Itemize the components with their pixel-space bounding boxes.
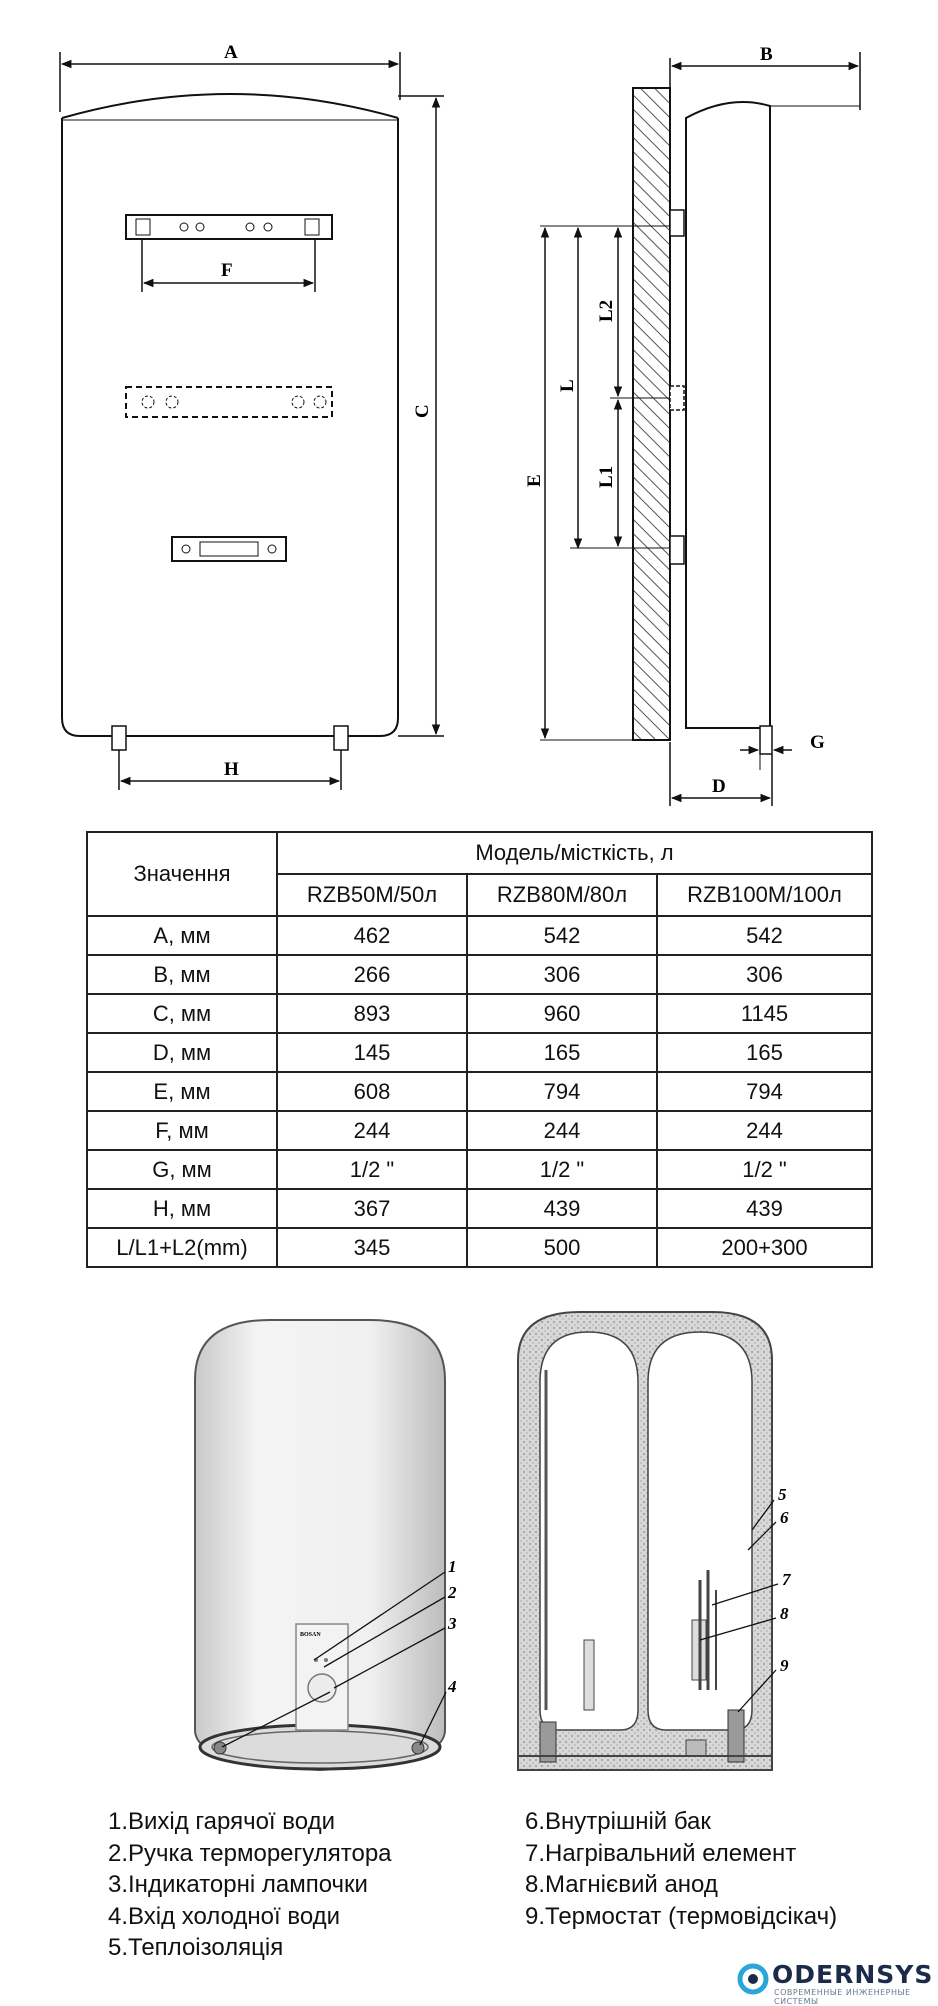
table-cell: 1145 (657, 994, 872, 1033)
dimension-l2-label: L2 (596, 299, 617, 322)
table-row-label: F, мм (87, 1111, 277, 1150)
top-mounting-bracket (126, 215, 332, 239)
legend-item: 8.Магнієвий анод (525, 1871, 718, 1898)
dimension-l-label: L (557, 379, 578, 392)
legend-right (525, 1806, 837, 1932)
table-group-header: Модель/місткість, л (277, 832, 872, 874)
callout-6: 6 (780, 1508, 789, 1527)
table-cell: 306 (467, 955, 657, 994)
table-row-label: C, мм (87, 994, 277, 1033)
legend-item: 2.Ручка терморегулятора (108, 1839, 392, 1867)
table-cell: 462 (277, 916, 467, 955)
table-cell: 244 (467, 1111, 657, 1150)
table-row (87, 916, 872, 955)
component-illustrations (0, 1260, 938, 1800)
dimension-f-label: F (221, 260, 233, 281)
table-cell: 145 (277, 1033, 467, 1072)
table-row (87, 1189, 872, 1228)
table-cell: 1/2 " (277, 1150, 467, 1189)
anode-left (584, 1640, 594, 1710)
table-row (87, 1111, 872, 1150)
callout-4: 4 (448, 1677, 457, 1696)
table-cell: 794 (657, 1072, 872, 1111)
wall-section (633, 88, 670, 740)
table-model-header: RZB80M/80л (467, 874, 657, 916)
brand-tagline: СОВРЕМЕННЫЕ ИНЖЕНЕРНЫЕ СИСТЕМЫ (774, 1988, 911, 2006)
dimension-a-label: A (224, 42, 238, 63)
heater-body-front (62, 118, 398, 736)
table-row-label: E, мм (87, 1072, 277, 1111)
legend-left (108, 1806, 392, 1964)
dimension-c-label: C (412, 404, 433, 418)
legend-item: 6.Внутрішній бак (525, 1808, 711, 1835)
table-row (87, 1033, 872, 1072)
legend-item: 4.Вхід холодної води (108, 1902, 341, 1930)
table-row-label: A, мм (87, 916, 277, 955)
legend-item: 7.Нагрівальний елемент (525, 1839, 797, 1867)
table-row (87, 955, 872, 994)
callout-9: 9 (780, 1656, 789, 1675)
table-cell: 439 (467, 1189, 657, 1228)
dimension-l1-label: L1 (596, 465, 617, 488)
legend-item: 3.Індикаторні лампочки (108, 1871, 368, 1898)
dimension-d-label: D (712, 776, 726, 797)
table-cell: 266 (277, 955, 467, 994)
table-cell: 165 (467, 1033, 657, 1072)
outlet-pipe (112, 726, 126, 750)
table-cell: 960 (467, 994, 657, 1033)
table-cell: 1/2 " (467, 1150, 657, 1189)
legend-item: 1.Вихід гарячої води (108, 1808, 335, 1835)
table-cell: 608 (277, 1072, 467, 1111)
table-cell: 200+300 (657, 1228, 872, 1267)
table-cell: 367 (277, 1189, 467, 1228)
brand-name: ODERNSYS (772, 1960, 934, 1989)
table-row (87, 1072, 872, 1111)
table-cell: 244 (277, 1111, 467, 1150)
legend-item: 9.Термостат (термовідсікач) (525, 1902, 838, 1930)
table-cell: 244 (657, 1111, 872, 1150)
table-cell: 439 (657, 1189, 872, 1228)
dimension-g-label: G (810, 732, 825, 753)
lower-mounting-bracket (172, 537, 286, 561)
table-cell: 542 (657, 916, 872, 955)
panel-brand-label: BOSAN (300, 1632, 321, 1638)
table-row-label: D, мм (87, 1033, 277, 1072)
table-model-header: RZB100M/100л (657, 874, 872, 916)
callout-5: 5 (778, 1485, 787, 1504)
thermostat-sensor (728, 1710, 744, 1762)
legend-item: 5.Теплоізоляція (108, 1934, 284, 1961)
dimension-b-label: B (760, 44, 773, 65)
table-model-header: RZB50M/50л (277, 874, 467, 916)
callout-8: 8 (780, 1604, 789, 1623)
table-row-header: Значення (87, 832, 277, 916)
dimension-e-label: E (524, 474, 545, 487)
brand-logo (736, 1960, 936, 2006)
table-cell: 1/2 " (657, 1150, 872, 1189)
table-row (87, 1150, 872, 1189)
inlet-pipe (334, 726, 348, 750)
specification-table (86, 831, 873, 1268)
table-cell: 542 (467, 916, 657, 955)
table-row-label: L/L1+L2(mm) (87, 1228, 277, 1267)
table-cell: 500 (467, 1228, 657, 1267)
table-cell: 345 (277, 1228, 467, 1267)
callout-1: 1 (448, 1557, 457, 1576)
table-cell: 794 (467, 1072, 657, 1111)
table-row-label: G, мм (87, 1150, 277, 1189)
table-row-label: B, мм (87, 955, 277, 994)
table-row-label: H, мм (87, 1189, 277, 1228)
table-cell: 165 (657, 1033, 872, 1072)
middle-bracket-dashed (126, 387, 332, 417)
table-cell: 893 (277, 994, 467, 1033)
brand-mark-icon (736, 1962, 772, 1998)
callout-3: 3 (448, 1614, 457, 1633)
thermostat-knob (308, 1674, 336, 1702)
front-view-drawing (0, 0, 938, 820)
table-row (87, 994, 872, 1033)
callout-2: 2 (448, 1583, 457, 1602)
table-cell: 306 (657, 955, 872, 994)
heater-body-side (686, 102, 770, 728)
callout-7: 7 (782, 1570, 791, 1589)
dimension-h-label: H (224, 759, 239, 780)
